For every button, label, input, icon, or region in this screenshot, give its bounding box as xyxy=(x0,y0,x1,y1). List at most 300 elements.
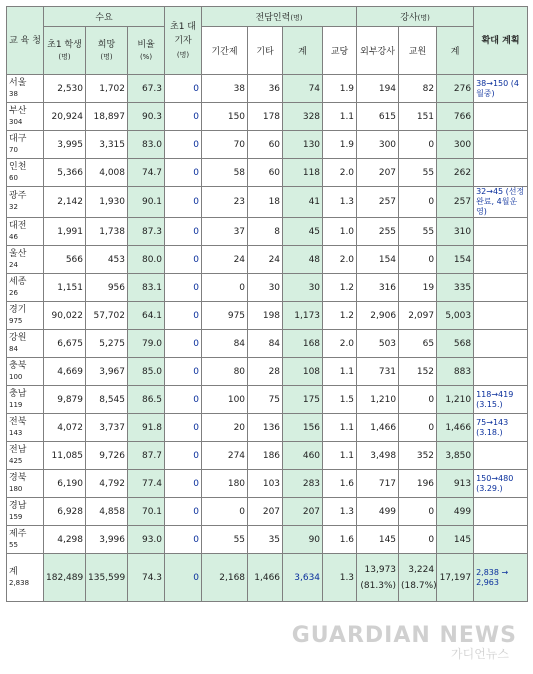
hope-cell: 18,897 xyxy=(86,103,128,131)
table-row xyxy=(7,246,528,274)
plan-cell xyxy=(474,526,528,554)
total-cell: 41 xyxy=(283,187,323,218)
teachers-cell: 1.2 xyxy=(323,274,357,302)
table-row xyxy=(7,75,528,103)
plan-cell: 118→419 (3.15.) xyxy=(474,386,528,414)
teachers-cell: 1.9 xyxy=(323,75,357,103)
contract-cell: 274 xyxy=(202,442,248,470)
total-cell: 108 xyxy=(283,358,323,386)
total-external-pct: (81.3%) xyxy=(360,581,396,591)
teachers-cell: 1.1 xyxy=(323,358,357,386)
plan-cell: 32→45 (선정완료, 4월운영) xyxy=(474,187,528,218)
ratio-cell: 85.0 xyxy=(128,358,165,386)
region-count: 180 xyxy=(9,485,22,493)
total-dedicated: 3,634 xyxy=(283,554,323,602)
staff-cell: 0 xyxy=(399,131,437,159)
inst-total-cell: 499 xyxy=(437,498,474,526)
table-row xyxy=(7,274,528,302)
table-row xyxy=(7,386,528,414)
plan-cell: 150→480 (3.29.) xyxy=(474,470,528,498)
teachers-cell: 2.0 xyxy=(323,159,357,187)
hope-cell: 1,702 xyxy=(86,75,128,103)
region-name: 경기 xyxy=(9,305,26,315)
plan-cell: 75→143 (3.18.) xyxy=(474,414,528,442)
total-cell: 460 xyxy=(283,442,323,470)
region-cell xyxy=(7,358,44,386)
external-cell: 194 xyxy=(357,75,399,103)
plan-cell xyxy=(474,274,528,302)
header-teachers: 교당 xyxy=(323,27,357,75)
header-dedicated xyxy=(202,7,357,27)
header-other: 기타 xyxy=(248,27,283,75)
region-name: 세종 xyxy=(9,277,26,287)
inst-total-cell: 883 xyxy=(437,358,474,386)
external-cell: 3,498 xyxy=(357,442,399,470)
students-cell: 5,366 xyxy=(44,159,86,187)
contract-cell: 84 xyxy=(202,330,248,358)
inst-total-cell: 568 xyxy=(437,330,474,358)
other-cell: 178 xyxy=(248,103,283,131)
hope-cell: 956 xyxy=(86,274,128,302)
teachers-cell: 1.3 xyxy=(323,498,357,526)
total-wait: 0 xyxy=(165,554,202,602)
inst-total-cell: 310 xyxy=(437,218,474,246)
region-name: 강원 xyxy=(9,333,26,343)
contract-cell: 150 xyxy=(202,103,248,131)
elementary-wait-label: 초1 대 기자 xyxy=(170,22,196,46)
wait-cell: 0 xyxy=(165,442,202,470)
watermark-logo: GUARDIAN NEWS xyxy=(292,623,517,648)
region-cell xyxy=(7,470,44,498)
table-row xyxy=(7,103,528,131)
wait-cell: 0 xyxy=(165,246,202,274)
wait-cell: 0 xyxy=(165,498,202,526)
region-count: 119 xyxy=(9,401,22,409)
staff-cell: 82 xyxy=(399,75,437,103)
region-count: 70 xyxy=(9,146,18,154)
region-count: 26 xyxy=(9,289,18,297)
region-name: 부산 xyxy=(9,106,26,116)
students-cell: 6,675 xyxy=(44,330,86,358)
contract-cell: 70 xyxy=(202,131,248,159)
region-count: 304 xyxy=(9,118,22,126)
students-cell: 1,151 xyxy=(44,274,86,302)
total-other: 1,466 xyxy=(248,554,283,602)
region-count: 425 xyxy=(9,457,22,465)
ratio-cell: 90.3 xyxy=(128,103,165,131)
wait-cell: 0 xyxy=(165,386,202,414)
total-hope: 135,599 xyxy=(86,554,128,602)
total-cell: 74 xyxy=(283,75,323,103)
staff-cell: 0 xyxy=(399,414,437,442)
staff-cell: 196 xyxy=(399,470,437,498)
students-cell: 11,085 xyxy=(44,442,86,470)
region-count: 84 xyxy=(9,345,18,353)
plan-cell xyxy=(474,159,528,187)
total-cell: 45 xyxy=(283,218,323,246)
header-external: 외부강사 xyxy=(357,27,399,75)
total-ratio: 74.3 xyxy=(128,554,165,602)
contract-cell: 37 xyxy=(202,218,248,246)
teachers-cell: 2.0 xyxy=(323,330,357,358)
teachers-cell: 1.6 xyxy=(323,526,357,554)
wait-cell: 0 xyxy=(165,470,202,498)
inst-total-cell: 1,210 xyxy=(437,386,474,414)
wait-cell: 0 xyxy=(165,218,202,246)
region-name: 인천 xyxy=(9,162,26,172)
region-cell xyxy=(7,386,44,414)
header-elementary-wait xyxy=(165,7,202,75)
students-cell: 20,924 xyxy=(44,103,86,131)
hope-cell: 8,545 xyxy=(86,386,128,414)
hope-cell: 3,737 xyxy=(86,414,128,442)
contract-cell: 0 xyxy=(202,274,248,302)
region-count: 32 xyxy=(9,203,18,211)
ratio-cell: 80.0 xyxy=(128,246,165,274)
region-name: 대전 xyxy=(9,221,26,231)
hope-cell: 57,702 xyxy=(86,302,128,330)
table-row xyxy=(7,414,528,442)
external-cell: 145 xyxy=(357,526,399,554)
table-row xyxy=(7,442,528,470)
total-staff-pct: (18.7%) xyxy=(401,581,437,591)
ratio-cell: 83.0 xyxy=(128,131,165,159)
table-row xyxy=(7,330,528,358)
ratio-cell: 91.8 xyxy=(128,414,165,442)
total-count: 2,838 xyxy=(9,579,29,587)
region-cell xyxy=(7,218,44,246)
staff-cell: 55 xyxy=(399,159,437,187)
total-row xyxy=(7,554,528,602)
other-cell: 30 xyxy=(248,274,283,302)
external-cell: 154 xyxy=(357,246,399,274)
region-count: 46 xyxy=(9,233,18,241)
total-plan: 2,838 → 2,963 xyxy=(474,554,528,602)
teachers-cell: 1.6 xyxy=(323,470,357,498)
students-cell: 6,928 xyxy=(44,498,86,526)
contract-cell: 20 xyxy=(202,414,248,442)
hope-cell: 4,008 xyxy=(86,159,128,187)
ratio-cell: 87.3 xyxy=(128,218,165,246)
plan-cell xyxy=(474,330,528,358)
wait-cell: 0 xyxy=(165,358,202,386)
ratio-cell: 83.1 xyxy=(128,274,165,302)
inst-total-cell: 3,850 xyxy=(437,442,474,470)
total-students: 182,489 xyxy=(44,554,86,602)
teachers-cell: 1.1 xyxy=(323,442,357,470)
total-external: 13,973 xyxy=(365,565,397,575)
total-cell: 48 xyxy=(283,246,323,274)
external-cell: 499 xyxy=(357,498,399,526)
other-cell: 28 xyxy=(248,358,283,386)
contract-cell: 100 xyxy=(202,386,248,414)
students-cell: 4,072 xyxy=(44,414,86,442)
total-contract: 2,168 xyxy=(202,554,248,602)
students-cell: 4,669 xyxy=(44,358,86,386)
students-cell: 566 xyxy=(44,246,86,274)
external-cell: 717 xyxy=(357,470,399,498)
region-name: 광주 xyxy=(9,191,26,201)
region-count: 159 xyxy=(9,513,22,521)
region-cell xyxy=(7,302,44,330)
total-cell: 1,173 xyxy=(283,302,323,330)
region-cell xyxy=(7,330,44,358)
header-dedicated-total: 계 xyxy=(283,27,323,75)
table-row xyxy=(7,498,528,526)
students-unit: (명) xyxy=(58,53,70,61)
ratio-cell: 70.1 xyxy=(128,498,165,526)
region-cell xyxy=(7,526,44,554)
dedicated-unit: (명) xyxy=(290,14,302,22)
plan-cell xyxy=(474,218,528,246)
region-cell xyxy=(7,75,44,103)
other-cell: 18 xyxy=(248,187,283,218)
header-instructor-total: 계 xyxy=(437,27,474,75)
table-row xyxy=(7,159,528,187)
region-count: 60 xyxy=(9,174,18,182)
hope-cell: 3,315 xyxy=(86,131,128,159)
total-cell: 90 xyxy=(283,526,323,554)
total-cell: 328 xyxy=(283,103,323,131)
ratio-cell: 93.0 xyxy=(128,526,165,554)
contract-cell: 55 xyxy=(202,526,248,554)
header-hope xyxy=(86,27,128,75)
teachers-cell: 2.0 xyxy=(323,246,357,274)
staff-cell: 0 xyxy=(399,386,437,414)
students-cell: 9,879 xyxy=(44,386,86,414)
contract-cell: 80 xyxy=(202,358,248,386)
ratio-cell: 74.7 xyxy=(128,159,165,187)
wait-cell: 0 xyxy=(165,187,202,218)
instructor-label: 강사 xyxy=(400,13,417,23)
staff-cell: 65 xyxy=(399,330,437,358)
header-instructor xyxy=(357,7,474,27)
wait-cell: 0 xyxy=(165,274,202,302)
table-row xyxy=(7,187,528,218)
teachers-cell: 1.1 xyxy=(323,414,357,442)
external-cell: 1,210 xyxy=(357,386,399,414)
hope-cell: 1,738 xyxy=(86,218,128,246)
teachers-cell: 1.1 xyxy=(323,103,357,131)
plan-cell xyxy=(474,442,528,470)
hope-cell: 3,967 xyxy=(86,358,128,386)
region-name: 전남 xyxy=(9,445,26,455)
teachers-cell: 1.2 xyxy=(323,302,357,330)
table-row xyxy=(7,218,528,246)
teachers-cell: 1.3 xyxy=(323,187,357,218)
wait-cell: 0 xyxy=(165,103,202,131)
inst-total-cell: 257 xyxy=(437,187,474,218)
students-cell: 1,991 xyxy=(44,218,86,246)
students-cell: 4,298 xyxy=(44,526,86,554)
external-cell: 300 xyxy=(357,131,399,159)
external-cell: 1,466 xyxy=(357,414,399,442)
header-contract: 기간제 xyxy=(202,27,248,75)
other-cell: 8 xyxy=(248,218,283,246)
other-cell: 198 xyxy=(248,302,283,330)
contract-cell: 0 xyxy=(202,498,248,526)
students-cell: 3,995 xyxy=(44,131,86,159)
ratio-cell: 90.1 xyxy=(128,187,165,218)
ratio-cell: 67.3 xyxy=(128,75,165,103)
total-cell: 130 xyxy=(283,131,323,159)
wait-cell: 0 xyxy=(165,75,202,103)
inst-total-cell: 300 xyxy=(437,131,474,159)
inst-total-cell: 154 xyxy=(437,246,474,274)
total-region: 계 xyxy=(9,567,18,577)
contract-cell: 180 xyxy=(202,470,248,498)
table-row xyxy=(7,358,528,386)
hope-cell: 9,726 xyxy=(86,442,128,470)
staff-cell: 19 xyxy=(399,274,437,302)
region-count: 975 xyxy=(9,317,22,325)
total-staff: 3,224 xyxy=(408,565,434,575)
table-row xyxy=(7,470,528,498)
total-external-cell xyxy=(357,554,399,602)
other-cell: 60 xyxy=(248,131,283,159)
plan-cell: 38→150 (4월중) xyxy=(474,75,528,103)
teachers-cell: 1.5 xyxy=(323,386,357,414)
contract-cell: 38 xyxy=(202,75,248,103)
region-name: 서울 xyxy=(9,78,26,88)
plan-cell xyxy=(474,246,528,274)
inst-total-cell: 913 xyxy=(437,470,474,498)
inst-total-cell: 145 xyxy=(437,526,474,554)
contract-cell: 975 xyxy=(202,302,248,330)
total-cell: 168 xyxy=(283,330,323,358)
contract-cell: 23 xyxy=(202,187,248,218)
elementary-wait-unit: (명) xyxy=(177,51,189,59)
wait-cell: 0 xyxy=(165,302,202,330)
other-cell: 35 xyxy=(248,526,283,554)
region-name: 경남 xyxy=(9,501,26,511)
other-cell: 84 xyxy=(248,330,283,358)
hope-cell: 1,930 xyxy=(86,187,128,218)
region-name: 제주 xyxy=(9,529,26,539)
total-cell: 283 xyxy=(283,470,323,498)
external-cell: 615 xyxy=(357,103,399,131)
region-count: 100 xyxy=(9,373,22,381)
students-label: 초1 학생 xyxy=(47,40,82,50)
inst-total-cell: 1,466 xyxy=(437,414,474,442)
plan-cell xyxy=(474,131,528,159)
table-row xyxy=(7,526,528,554)
contract-cell: 24 xyxy=(202,246,248,274)
region-count: 55 xyxy=(9,541,18,549)
staff-cell: 152 xyxy=(399,358,437,386)
region-cell xyxy=(7,159,44,187)
hope-cell: 5,275 xyxy=(86,330,128,358)
staff-cell: 0 xyxy=(399,498,437,526)
header-staff: 교원 xyxy=(399,27,437,75)
other-cell: 207 xyxy=(248,498,283,526)
region-name: 경북 xyxy=(9,473,26,483)
inst-total-cell: 766 xyxy=(437,103,474,131)
header-expansion: 확대 계획 xyxy=(474,7,528,75)
total-cell: 207 xyxy=(283,498,323,526)
plan-cell xyxy=(474,103,528,131)
staff-cell: 151 xyxy=(399,103,437,131)
region-count: 24 xyxy=(9,261,18,269)
ratio-label: 비율 xyxy=(137,40,154,50)
staff-cell: 352 xyxy=(399,442,437,470)
students-cell: 2,142 xyxy=(44,187,86,218)
other-cell: 186 xyxy=(248,442,283,470)
hope-unit: (명) xyxy=(100,53,112,61)
wait-cell: 0 xyxy=(165,414,202,442)
wait-cell: 0 xyxy=(165,330,202,358)
total-staff-cell xyxy=(399,554,437,602)
other-cell: 136 xyxy=(248,414,283,442)
region-cell xyxy=(7,442,44,470)
hope-cell: 4,858 xyxy=(86,498,128,526)
other-cell: 24 xyxy=(248,246,283,274)
after-school-care-table xyxy=(6,6,528,602)
external-cell: 503 xyxy=(357,330,399,358)
hope-label: 희망 xyxy=(98,40,115,50)
external-cell: 255 xyxy=(357,218,399,246)
table-row xyxy=(7,302,528,330)
ratio-cell: 77.4 xyxy=(128,470,165,498)
other-cell: 75 xyxy=(248,386,283,414)
header-region: 교 육 청 xyxy=(7,7,44,75)
teachers-cell: 1.0 xyxy=(323,218,357,246)
region-name: 충북 xyxy=(9,361,26,371)
other-cell: 103 xyxy=(248,470,283,498)
region-cell xyxy=(7,103,44,131)
staff-cell: 0 xyxy=(399,246,437,274)
other-cell: 60 xyxy=(248,159,283,187)
region-name: 전북 xyxy=(9,417,26,427)
region-cell xyxy=(7,131,44,159)
inst-total-cell: 262 xyxy=(437,159,474,187)
inst-total-cell: 5,003 xyxy=(437,302,474,330)
ratio-cell: 79.0 xyxy=(128,330,165,358)
students-cell: 6,190 xyxy=(44,470,86,498)
wait-cell: 0 xyxy=(165,526,202,554)
header-supply: 수요 xyxy=(44,7,165,27)
external-cell: 257 xyxy=(357,187,399,218)
total-cell: 118 xyxy=(283,159,323,187)
teachers-cell: 1.9 xyxy=(323,131,357,159)
total-cell: 30 xyxy=(283,274,323,302)
total-region-cell xyxy=(7,554,44,602)
region-cell xyxy=(7,498,44,526)
region-count: 143 xyxy=(9,429,22,437)
instructor-unit: (명) xyxy=(418,14,430,22)
ratio-cell: 64.1 xyxy=(128,302,165,330)
inst-total-cell: 335 xyxy=(437,274,474,302)
hope-cell: 453 xyxy=(86,246,128,274)
region-cell xyxy=(7,274,44,302)
staff-cell: 0 xyxy=(399,526,437,554)
staff-cell: 55 xyxy=(399,218,437,246)
contract-cell: 58 xyxy=(202,159,248,187)
external-cell: 316 xyxy=(357,274,399,302)
hope-cell: 4,792 xyxy=(86,470,128,498)
total-cell: 175 xyxy=(283,386,323,414)
inst-total-cell: 276 xyxy=(437,75,474,103)
total-instructor: 17,197 xyxy=(437,554,474,602)
total-teachers: 1.3 xyxy=(323,554,357,602)
region-cell xyxy=(7,414,44,442)
dedicated-label: 전담인력 xyxy=(256,13,291,23)
external-cell: 2,906 xyxy=(357,302,399,330)
students-cell: 2,530 xyxy=(44,75,86,103)
table-row xyxy=(7,131,528,159)
ratio-unit: (%) xyxy=(140,53,152,61)
other-cell: 36 xyxy=(248,75,283,103)
